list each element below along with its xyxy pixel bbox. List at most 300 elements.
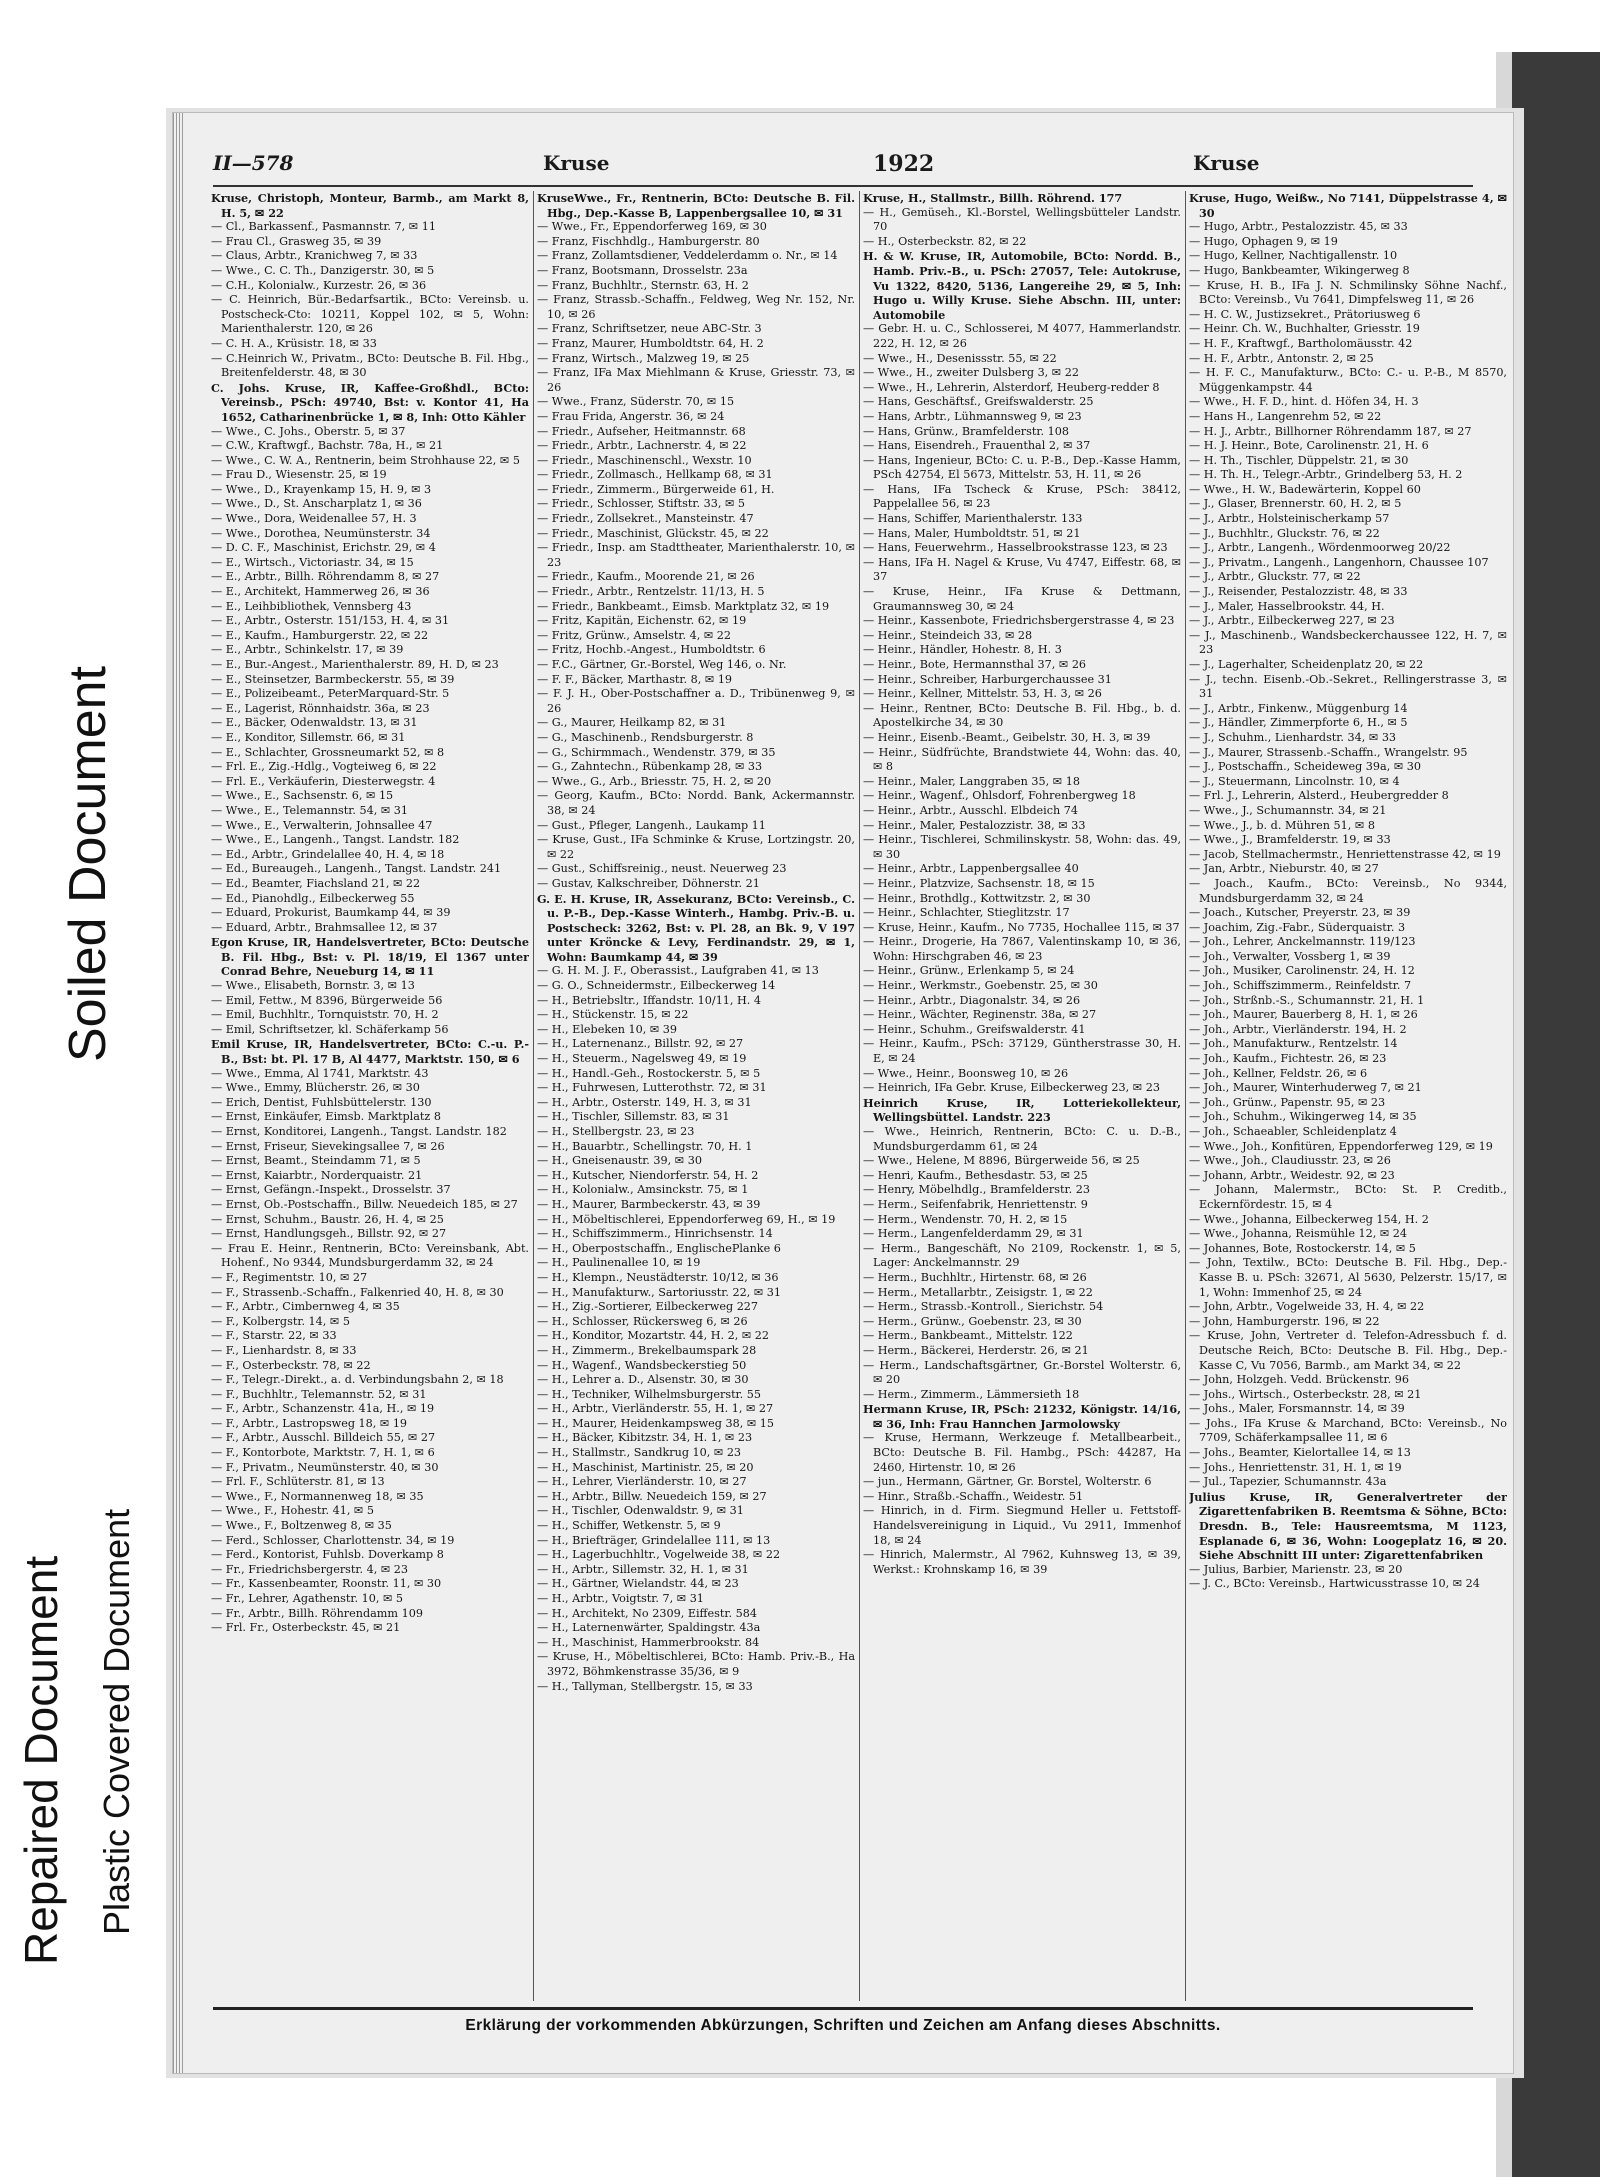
directory-entry: — Heinr., Maler, Pestalozzistr. 38, ✉ 33 [863, 818, 1086, 832]
directory-entry: — F., Arbtr., Ausschl. Billdeich 55, ✉ 27 [211, 1431, 436, 1445]
directory-entry: — F., Osterbeckstr. 78, ✉ 22 [211, 1358, 371, 1372]
directory-entry: — Emil, Schriftsetzer, kl. Schäferkamp 56 [211, 1022, 449, 1036]
scanner-edge [1512, 52, 1600, 2177]
directory-entry: — H., Arbtr., Voigtstr. 7, ✉ 31 [537, 1592, 704, 1605]
directory-entry: — E., Lagerist, Rönnhaidstr. 36a, ✉ 23 [211, 701, 430, 715]
directory-entry: — Herm., Grünw., Goebenstr. 23, ✉ 30 [863, 1314, 1082, 1328]
directory-entry: — Wwe., D., St. Anscharplatz 1, ✉ 36 [211, 497, 422, 511]
directory-entry: C. Johs. Kruse, IR, Kaffee-Großhdl., BCto: Vereinsb., PSch: 49740, Bst: v. Kontor 41, Ha 1652, Catharinenbrücke 1, ✉ 8, Inh: Otto Kähler [211, 380, 529, 424]
directory-entry: — H., Briefträger, Grindelallee 111, ✉ 13 [537, 1533, 771, 1547]
directory-entry: — E., Arbtr., Schinkelstr. 17, ✉ 39 [211, 643, 404, 657]
directory-entry: — H. Th., Tischler, Düppelstr. 21, ✉ 30 [1189, 453, 1409, 467]
directory-entry: — Franz, IFa Max Miehlmann & Kruse, Griesstr. 73, ✉ 26 [537, 366, 855, 394]
directory-entry: — Ferd., Schlosser, Charlottenstr. 34, ✉ 19 [211, 1533, 455, 1547]
directory-entry: — Wwe., Fr., Eppendorferweg 169, ✉ 30 [537, 220, 767, 234]
directory-entry: — Claus, Arbtr., Kranichweg 7, ✉ 33 [211, 249, 418, 263]
column-divider [533, 191, 534, 2001]
directory-entry: — J., Reisender, Pestalozzistr. 48, ✉ 33 [1189, 585, 1408, 599]
directory-entry: — H., Manufakturw., Sartoriusstr. 22, ✉ 31 [537, 1285, 782, 1299]
directory-entry: — H., Wagenf., Wandsbeckerstieg 50 [537, 1358, 747, 1372]
directory-entry: — Wwe., Dora, Weidenallee 57, H. 3 [211, 512, 417, 526]
directory-column-4 [1189, 191, 1507, 2003]
directory-entry: — F., Privatm., Neumünsterstr. 40, ✉ 30 [211, 1460, 439, 1474]
directory-entry: — Heinr., Brothdlg., Kottwitzstr. 2, ✉ 30 [863, 891, 1091, 905]
directory-entry: — H., Osterbeckstr. 82, ✉ 22 [863, 234, 1027, 248]
directory-entry: — Wwe., E., Langenh., Tangst. Landstr. 182 [211, 833, 460, 847]
directory-entry: — J., Privatm., Langenh., Langenhorn, Chaussee 107 [1189, 555, 1489, 569]
directory-entry: — Heinr., Kaufm., PSch: 37129, Güntherstrasse 30, H. E, ✉ 24 [863, 1037, 1181, 1066]
directory-entry: — Wwe., F., Boltzenweg 8, ✉ 35 [211, 1519, 392, 1533]
directory-entry: — Joh., Maurer, Winterhuderweg 7, ✉ 21 [1189, 1081, 1422, 1095]
directory-entry: — Gust., Pfleger, Langenh., Laukamp 11 [537, 818, 766, 832]
directory-entry: — Johs., Wirtsch., Osterbeckstr. 28, ✉ 21 [1189, 1387, 1422, 1401]
directory-entry: — H., Oberpostschaffn., EnglischePlanke 6 [537, 1241, 781, 1255]
directory-entry: — H., Steuerm., Nagelsweg 49, ✉ 19 [537, 1052, 747, 1066]
directory-entry: — F., Arbtr., Lastropsweg 18, ✉ 19 [211, 1416, 408, 1430]
directory-entry: — H., Gärtner, Wielandstr. 44, ✉ 23 [537, 1577, 739, 1591]
directory-entry: — Hans, Geschäftsf., Greifswalderstr. 25 [863, 395, 1094, 409]
directory-entry: — E., Wirtsch., Victoriastr. 34, ✉ 15 [211, 555, 414, 569]
directory-entry: — F.C., Gärtner, Gr.-Borstel, Weg 146, o. Nr. [537, 658, 787, 671]
directory-entry: — H., Stallmstr., Sandkrug 10, ✉ 23 [537, 1446, 742, 1460]
directory-entry: — Herm., Metallarbtr., Zeisigstr. 1, ✉ 22 [863, 1285, 1093, 1299]
directory-entry: — Hans, Arbtr., Lühmannsweg 9, ✉ 23 [863, 409, 1082, 423]
directory-entry: — Johann, Malermstr., BCto: St. P. Creditb., Eckernfördestr. 15, ✉ 4 [1189, 1183, 1507, 1211]
directory-entry: — Heinr., Schreiber, Harburgerchaussee 31 [863, 672, 1112, 686]
directory-entry: — E., Konditor, Sillemstr. 66, ✉ 31 [211, 730, 406, 744]
directory-entry: — J., techn. Eisenb.-Ob.-Sekret., Rellingerstrasse 3, ✉ 31 [1189, 672, 1507, 701]
directory-entry: — Hugo, Kellner, Nachtigallenstr. 10 [1189, 249, 1398, 263]
directory-entry: — Joh., Grünw., Papenstr. 95, ✉ 23 [1189, 1095, 1386, 1109]
directory-entry: Kruse, H., Stallmstr., Billh. Röhrend. 177 [863, 191, 1123, 205]
directory-entry: — Hugo, Bankbeamter, Wikingerweg 8 [1189, 263, 1410, 277]
directory-entry: — Herm., Bangeschäft, No 2109, Rockenstr. 1, ✉ 5, Lager: Anckelmannstr. 29 [863, 1241, 1181, 1270]
directory-entry: — Heinr., Südfrüchte, Brandstwiete 44, Wohn: das. 40, ✉ 8 [863, 745, 1181, 774]
directory-entry: — Wwe., Heinrich, Rentnerin, BCto: C. u. D.-B., Mundsburgerdamm 61, ✉ 24 [863, 1125, 1181, 1153]
directory-entry: — H., Architekt, No 2309, Eiffestr. 584 [537, 1606, 757, 1620]
directory-entry: — Wwe., H. W., Badewärterin, Koppel 60 [1189, 482, 1421, 496]
header-year: 1922 [873, 151, 935, 177]
directory-entry: — Wwe., F., Normannenweg 18, ✉ 35 [211, 1489, 424, 1503]
directory-entry: — Hugo, Arbtr., Pestalozzistr. 45, ✉ 33 [1189, 220, 1408, 234]
directory-entry: — Wwe., J., b. d. Mühren 51, ✉ 8 [1189, 818, 1375, 832]
directory-entry: — Heinr., Arbtr., Ausschl. Elbdeich 74 [863, 803, 1079, 817]
column-divider [859, 191, 860, 2001]
directory-entry: — F. F., Bäcker, Marthastr. 8, ✉ 19 [537, 672, 733, 686]
directory-entry: — Franz, Bootsmann, Drosselstr. 23a [537, 263, 748, 277]
directory-entry: — Ernst, Einkäufer, Eimsb. Marktplatz 8 [211, 1110, 441, 1124]
directory-entry: — H., Konditor, Mozartstr. 44, H. 2, ✉ 22 [537, 1329, 770, 1343]
directory-entry: — Herm., Landschaftsgärtner, Gr.-Borstel Wolterstr. 6, ✉ 20 [863, 1358, 1181, 1387]
directory-entry: — Wwe., Elisabeth, Bornstr. 3, ✉ 13 [211, 979, 415, 993]
directory-entry: — Ed., Bureaugeh., Langenh., Tangst. Landstr. 241 [211, 862, 502, 876]
directory-entry: — Heinrich, IFa Gebr. Kruse, Eilbeckerweg 23, ✉ 23 [863, 1081, 1160, 1095]
directory-entry: — G., Schirmmach., Wendenstr. 379, ✉ 35 [537, 745, 776, 759]
directory-entry: — Frau Cl., Grasweg 35, ✉ 39 [211, 234, 382, 248]
directory-entry: — Joh., Verwalter, Vossberg 1, ✉ 39 [1189, 949, 1391, 963]
directory-entry: — Eduard, Prokurist, Baumkamp 44, ✉ 39 [211, 906, 451, 920]
directory-entry: — J., Schuhm., Lienhardstr. 34, ✉ 33 [1189, 730, 1397, 744]
directory-entry: — Friedr., Kaufm., Moorende 21, ✉ 26 [537, 570, 755, 584]
directory-entry: — Friedr., Aufseher, Heitmannstr. 68 [537, 424, 746, 438]
directory-entry: — Wwe., E., Sachsenstr. 6, ✉ 15 [211, 789, 394, 803]
directory-entry: — Friedr., Maschinist, Glückstr. 45, ✉ 22 [537, 526, 769, 540]
directory-entry: — Hinrich, in d. Firm. Siegmund Heller u. Fettstoff-Handelsvereinigung in Liquid., Vu 2911, Immenhof 18, ✉ 24 [863, 1504, 1181, 1547]
directory-entry: — H., Maurer, Barmbeckerstr. 43, ✉ 39 [537, 1197, 761, 1211]
directory-entry: — Wwe., C. W. A., Rentnerin, beim Strohhause 22, ✉ 5 [211, 453, 520, 467]
directory-entry: — J., Maschinenb., Wandsbeckerchaussee 122, H. 7, ✉ 23 [1189, 628, 1507, 657]
directory-entry: — Hans, Grünw., Bramfelderstr. 108 [863, 424, 1069, 438]
directory-entry: — F., Kontorbote, Marktstr. 7, H. 1, ✉ 6 [211, 1446, 435, 1460]
directory-entry: — Herm., Seifenfabrik, Henriettenstr. 9 [863, 1197, 1088, 1211]
directory-entry: — Herm., Strassb.-Kontroll., Sierichstr. 54 [863, 1300, 1104, 1314]
directory-entry: — Ernst, Beamt., Steindamm 71, ✉ 5 [211, 1154, 421, 1168]
directory-entry: — H., Stellbergstr. 23, ✉ 23 [537, 1125, 695, 1138]
directory-entry: — E., Architekt, Hammerweg 26, ✉ 36 [211, 585, 430, 599]
directory-entry: — Wwe., F., Hohestr. 41, ✉ 5 [211, 1504, 374, 1518]
directory-entry: — Jan, Arbtr., Nieburstr. 40, ✉ 27 [1189, 862, 1379, 876]
directory-entry: H. & W. Kruse, IR, Automobile, BCto: Nordd. B., Hamb. Priv.-B., u. PSch: 27057, Tele: Autokruse, Vu 1322, 8420, 5136, Langereihe 29, ✉ 5, Inh: Hugo u. Willy Kruse. Siehe Abschn. III, unter: Automobile [863, 249, 1181, 322]
directory-entry: — Ed., Arbtr., Grindelallee 40, H. 4, ✉ 18 [211, 847, 445, 861]
directory-entry: — Herm., Buchhltr., Hirtenstr. 68, ✉ 26 [863, 1270, 1087, 1284]
directory-entry: — F., Telegr.-Direkt., a. d. Verbindungsbahn 2, ✉ 18 [211, 1373, 504, 1387]
directory-entry: — Joh., Schiffszimmerm., Reinfeldstr. 7 [1189, 979, 1412, 993]
directory-entry: — Henry, Möbelhdlg., Bramfelderstr. 23 [863, 1183, 1090, 1197]
directory-entry: — jun., Hermann, Gärtner, Gr. Borstel, Wolterstr. 6 [863, 1475, 1152, 1489]
directory-entry: — Franz, Maurer, Humboldtstr. 64, H. 2 [537, 336, 764, 350]
directory-entry: — Johann, Arbtr., Weidestr. 92, ✉ 23 [1189, 1168, 1395, 1182]
directory-entry: — Joh., Schaeabler, Schleidenplatz 4 [1189, 1125, 1397, 1138]
directory-entry: — E., Schlachter, Grossneumarkt 52, ✉ 8 [211, 745, 445, 759]
directory-entry: — Hans H., Langenrehm 52, ✉ 22 [1189, 409, 1382, 423]
directory-entry: — Heinr., Schuhm., Greifswalderstr. 41 [863, 1022, 1086, 1036]
directory-entry: — Herm., Langenfelderdamm 29, ✉ 31 [863, 1227, 1084, 1241]
directory-entry: — Wwe., Heinr., Boonsweg 10, ✉ 26 [863, 1066, 1069, 1080]
directory-entry: — Hans, Maler, Humboldtstr. 51, ✉ 21 [863, 526, 1081, 540]
directory-entry: — Hugo, Ophagen 9, ✉ 19 [1189, 234, 1338, 248]
directory-entry: — H., Maurer, Heidenkampsweg 38, ✉ 15 [537, 1416, 775, 1430]
directory-entry: — Wwe., E., Verwalterin, Johnsallee 47 [211, 818, 433, 832]
directory-entry: — Johs., IFa Kruse & Marchand, BCto: Vereinsb., No 7709, Schäferkampsallee 11, ✉ 6 [1189, 1416, 1507, 1445]
directory-entry: — Joh., Kaufm., Fichtestr. 26, ✉ 23 [1189, 1052, 1387, 1066]
directory-entry: — H. F., Arbtr., Antonstr. 2, ✉ 25 [1189, 351, 1374, 365]
directory-entry: — Heinr., Werkmstr., Goebenstr. 25, ✉ 30 [863, 979, 1098, 993]
directory-entry: — Frau D., Wiesenstr. 25, ✉ 19 [211, 468, 387, 482]
directory-entry: — J., Maler, Hasselbrookstr. 44, H. [1189, 599, 1385, 613]
directory-entry: Kruse, Christoph, Monteur, Barmb., am Markt 8, H. 5, ✉ 22 [211, 191, 529, 220]
directory-entry: — E., Steinsetzer, Barmbeckerstr. 55, ✉ 39 [211, 672, 455, 686]
directory-entry: — Fr., Friedrichsbergerstr. 4, ✉ 23 [211, 1562, 409, 1576]
directory-entry: Julius Kruse, IR, Generalvertreter der Zigarettenfabriken B. Reemtsma & Söhne, BCto: Dresdn. B., Tele: Hausreemtsma, M 1123, Esplanade 6, ✉ 36, Wohn: Loogeplatz 16, ✉ 20. Siehe Abschnitt III unter: Zigarettenfabriken [1189, 1489, 1507, 1563]
directory-entry: — H., Laternenanz., Billstr. 92, ✉ 27 [537, 1037, 744, 1051]
directory-entry: — F., Regimentstr. 10, ✉ 27 [211, 1270, 368, 1284]
directory-entry: — H., Maschinist, Martinistr. 25, ✉ 20 [537, 1460, 754, 1474]
directory-entry: — H., Lehrer a. D., Alsenstr. 30, ✉ 30 [537, 1373, 749, 1387]
directory-entry: — H. J. Heinr., Bote, Carolinenstr. 21, H. 6 [1189, 439, 1429, 453]
directory-entry: — Fr., Lehrer, Agathenstr. 10, ✉ 5 [211, 1592, 404, 1605]
directory-entry: — H., Arbtr., Billw. Neuedeich 159, ✉ 27 [537, 1489, 767, 1503]
directory-entry: — Heinr., Steindeich 33, ✉ 28 [863, 628, 1033, 642]
directory-entry: — Heinr., Bote, Hermannsthal 37, ✉ 26 [863, 658, 1087, 671]
directory-entry: — Gust., Schiffsreinig., neust. Neuerweg 23 [537, 862, 787, 876]
directory-entry: — Wwe., Helene, M 8896, Bürgerweide 56, ✉ 25 [863, 1154, 1140, 1168]
directory-entry: — Frl. E., Zig.-Hdlg., Vogteiweg 6, ✉ 22 [211, 760, 437, 774]
directory-entry: — Wwe., Dorothea, Neumünsterstr. 34 [211, 526, 431, 540]
directory-entry: — Friedr., Maschinenschl., Wexstr. 10 [537, 453, 752, 467]
directory-entry: — Joh., Schuhm., Wikingerweg 14, ✉ 35 [1189, 1110, 1417, 1124]
directory-entry: — Heinr., Schlachter, Stieglitzstr. 17 [863, 906, 1070, 920]
directory-entry: — J. C., BCto: Vereinsb., Hartwicusstrasse 10, ✉ 24 [1189, 1577, 1480, 1591]
directory-entry: — Hinrich, Malermstr., Al 7962, Kuhnsweg 13, ✉ 39, Werkst.: Krohnskamp 16, ✉ 39 [863, 1548, 1181, 1576]
directory-entry: — Johs., Beamter, Kielortallee 14, ✉ 13 [1189, 1446, 1411, 1460]
directory-entry: — Heinr., Arbtr., Diagonalstr. 34, ✉ 26 [863, 993, 1081, 1007]
directory-entry: — F., Arbtr., Schanzenstr. 41a, H., ✉ 19 [211, 1402, 435, 1416]
directory-entry: — Friedr., Zimmerm., Bürgerweide 61, H. [537, 482, 775, 496]
directory-entry: — E., Kaufm., Hamburgerstr. 22, ✉ 22 [211, 628, 429, 642]
directory-entry: — C. H. A., Krüsistr. 18, ✉ 33 [211, 336, 377, 350]
directory-entry: — C. Heinrich, Bür.-Bedarfsartik., BCto: Vereinsb. u. Postscheck-Cto: 10211, Koppel 102, ✉ 5, Wohn: Marienthalerstr. 120, ✉ 26 [211, 293, 529, 336]
directory-entry: — Wwe., Joh., Claudiusstr. 23, ✉ 26 [1189, 1154, 1391, 1168]
directory-entry: — Frau Frida, Angerstr. 36, ✉ 24 [537, 409, 725, 423]
directory-entry: — Eduard, Arbtr., Brahmsallee 12, ✉ 37 [211, 920, 438, 934]
directory-entry: — H., Schlosser, Rückersweg 6, ✉ 26 [537, 1314, 748, 1328]
directory-entry: — Wwe., C. Johs., Oberstr. 5, ✉ 37 [211, 424, 406, 438]
directory-column-2 [537, 191, 855, 2003]
directory-column-3 [863, 191, 1181, 2003]
directory-entry: — Friedr., Arbtr., Lachnerstr. 4, ✉ 22 [537, 439, 747, 453]
directory-entry: — John, Arbtr., Vogelweide 33, H. 4, ✉ 22 [1189, 1300, 1425, 1314]
directory-entry: — Ernst, Konditorei, Langenh., Tangst. Landstr. 182 [211, 1125, 507, 1138]
directory-entry: — Joh., Kellner, Feldstr. 26, ✉ 6 [1189, 1066, 1368, 1080]
directory-entry: — Heinr., Platzvize, Sachsenstr. 18, ✉ 15 [863, 876, 1095, 890]
directory-entry: — Fr., Kassenbeamter, Roonstr. 11, ✉ 30 [211, 1577, 442, 1591]
directory-entry: — Wwe., Emma, Al 1741, Marktstr. 43 [211, 1066, 429, 1080]
directory-entry: — Heinr., Wächter, Reginenstr. 38a, ✉ 27 [863, 1008, 1097, 1022]
directory-entry: — J., Maurer, Strassenb.-Schaffn., Wrangelstr. 95 [1189, 745, 1468, 759]
page-binding-edge [173, 113, 185, 2073]
directory-entry: — H., Stückenstr. 15, ✉ 22 [537, 1008, 689, 1022]
directory-entry: — G. O., Schneidermstr., Eilbeckerweg 14 [537, 979, 776, 993]
directory-column-1 [211, 191, 529, 2003]
directory-entry: — Fritz, Kapitän, Eichenstr. 62, ✉ 19 [537, 614, 747, 628]
directory-entry: — Heinr., Eisenb.-Beamt., Geibelstr. 30, H. 3, ✉ 39 [863, 730, 1151, 744]
directory-entry: Hermann Kruse, IR, PSch: 21232, Königstr. 14/16, ✉ 36, Inh: Frau Hannchen Jarmolowsky [863, 1402, 1181, 1431]
directory-entry: — Fritz, Hochb.-Angest., Humboldtstr. 6 [537, 643, 766, 657]
directory-entry: — Kruse, H. B., IFa J. N. Schmilinsky Söhne Nachf., BCto: Vereinsb., Vu 7641, Dimpfelsweg 11, ✉ 26 [1189, 278, 1507, 307]
directory-entry: — Erich, Dentist, Fuhlsbüttelerstr. 130 [211, 1095, 432, 1109]
directory-entry: — Hans, IFa H. Nagel & Kruse, Vu 4747, Eiffestr. 68, ✉ 37 [863, 555, 1181, 584]
directory-entry: — Emil, Buchhltr., Tornquiststr. 70, H. 2 [211, 1008, 439, 1022]
directory-entry: — Kruse, Heinr., Kaufm., No 7735, Hochallee 115, ✉ 37 [863, 920, 1180, 934]
directory-entry: — Hans, IFa Tscheck & Kruse, PSch: 38412, Pappelallee 56, ✉ 23 [863, 482, 1181, 511]
abbreviations-note: Erklärung der vorkommenden Abkürzungen, Schriften und Zeichen am Anfang dieses Abschnitts. [465, 2017, 1221, 2034]
directory-entry: — J., Glaser, Brennerstr. 60, H. 2, ✉ 5 [1189, 497, 1402, 511]
directory-entry: — Herm., Zimmerm., Lämmersieth 18 [863, 1387, 1080, 1401]
directory-entry: — C.H., Kolonialw., Kurzestr. 26, ✉ 36 [211, 278, 427, 292]
directory-entry: — Joach., Kaufm., BCto: Vereinsb., No 9344, Mundsburgerdamm 32, ✉ 24 [1189, 876, 1507, 905]
directory-entry: — H., Schiffer, Wetkenstr. 5, ✉ 9 [537, 1519, 721, 1533]
directory-entry: — H., Tischler, Odenwaldstr. 9, ✉ 31 [537, 1504, 744, 1518]
directory-entry: — F., Arbtr., Cimbernweg 4, ✉ 35 [211, 1300, 400, 1314]
directory-entry: — Frl. J., Lehrerin, Alsterd., Heubergredder 8 [1189, 789, 1449, 803]
directory-entry: — E., Arbtr., Billh. Röhrendamm 8, ✉ 27 [211, 570, 440, 584]
directory-entry: — Kruse, Gust., IFa Schminke & Kruse, Lortzingstr. 20, ✉ 22 [537, 833, 855, 861]
directory-entry: — Johs., Henriettenstr. 31, H. 1, ✉ 19 [1189, 1460, 1402, 1474]
directory-entry: — Johannes, Bote, Rostockerstr. 14, ✉ 5 [1189, 1241, 1416, 1255]
directory-entry: KruseWwe., Fr., Rentnerin, BCto: Deutsche B. Fil. Hbg., Dep.-Kasse B, Lappenbergsallee 10, ✉ 31 [537, 191, 855, 220]
plastic-covered-document-label: Plastic Covered Document [96, 1508, 137, 1935]
directory-entry: — H. F. C., Manufakturw., BCto: C.- u. P.-B., M 8570, Müggenkampstr. 44 [1189, 366, 1507, 394]
directory-entry: — Wwe., Franz, Süderstr. 70, ✉ 15 [537, 395, 735, 409]
directory-entry: — Hans, Feuerwehrm., Hasselbrookstrasse 123, ✉ 23 [863, 541, 1168, 555]
directory-entry: — Kruse, John, Vertreter d. Telefon-Adressbuch f. d. Deutsche Reich, BCto: Deutsche B. Fil. Hbg., Dep.-Kasse C, Vu 7056, Barmb., am Markt 34, ✉ 22 [1189, 1329, 1507, 1372]
header-keyword-right: Kruse [1193, 151, 1260, 175]
directory-entry: — Ernst, Schuhm., Baustr. 26, H. 4, ✉ 25 [211, 1212, 444, 1226]
directory-entry: — Kruse, H., Möbeltischlerei, BCto: Hamb. Priv.-B., Ha 3972, Böhmkenstrasse 35/36, ✉ 9 [537, 1650, 855, 1678]
directory-entry: — H., Techniker, Wilhelmsburgerstr. 55 [537, 1387, 762, 1401]
directory-entry: — Heinr., Grünw., Erlenkamp 5, ✉ 24 [863, 964, 1075, 978]
directory-entry: — Herm., Wendenstr. 70, H. 2, ✉ 15 [863, 1212, 1068, 1226]
directory-entry: — Franz, Wirtsch., Malzweg 19, ✉ 25 [537, 351, 750, 365]
directory-entry: — H., Möbeltischlerei, Eppendorferweg 69, H., ✉ 19 [537, 1212, 836, 1226]
directory-entry: — Franz, Strassb.-Schaffn., Feldweg, Weg Nr. 152, Nr. 10, ✉ 26 [537, 293, 855, 321]
directory-entry: — H., Schiffszimmerm., Hinrichsenstr. 14 [537, 1227, 773, 1241]
directory-entry: — Wwe., Johanna, Reismühle 12, ✉ 24 [1189, 1227, 1408, 1241]
directory-entry: — J., Arbtr., Holsteinischerkamp 57 [1189, 512, 1390, 526]
directory-page [172, 112, 1514, 2074]
directory-entry: — Hans, Eisendreh., Frauenthal 2, ✉ 37 [863, 439, 1091, 453]
column-divider [1185, 191, 1186, 2001]
directory-entry: — H., Tischler, Sillemstr. 83, ✉ 31 [537, 1110, 730, 1124]
directory-entry: — Friedr., Bankbeamt., Eimsb. Marktplatz 32, ✉ 19 [537, 599, 830, 613]
directory-entry: — H., Gneisenaustr. 39, ✉ 30 [537, 1154, 702, 1168]
directory-entry: Egon Kruse, IR, Handelsvertreter, BCto: Deutsche B. Fil. Hbg., Bst: v. Pl. 18/19, El 1367 unter Conrad Behre, Neueburg 14, ✉ 11 [211, 935, 529, 979]
directory-entry: — H., Elebeken 10, ✉ 39 [537, 1022, 677, 1036]
running-header [213, 151, 1473, 181]
directory-entry: — Hans, Ingenieur, BCto: C. u. P.-B., Dep.-Kasse Hamm, PSch 42754, El 5673, Mittelstr. 53, H. 11, ✉ 26 [863, 453, 1181, 482]
directory-entry: — Wwe., E., Telemannstr. 54, ✉ 31 [211, 803, 409, 817]
directory-entry: — Julius, Barbier, Marienstr. 23, ✉ 20 [1189, 1562, 1403, 1576]
directory-entry: — J., Arbtr., Finkenw., Müggenburg 14 [1189, 701, 1408, 715]
directory-entry: — Hans, Schiffer, Marienthalerstr. 133 [863, 512, 1083, 526]
directory-entry: — Herm., Bäckerei, Herderstr. 26, ✉ 21 [863, 1343, 1089, 1357]
directory-entry: — Kruse, Hermann, Werkzeuge f. Metallbearbeit., BCto: Deutsche B. Fil. Hambg., PSch: 44287, Ha 2460, Hirtenstr. 10, ✉ 26 [863, 1431, 1181, 1474]
directory-entry: Heinrich Kruse, IR, Lotteriekollekteur, Wellingsbüttel. Landstr. 223 [863, 1095, 1181, 1125]
directory-entry: — H., Laternenwärter, Spaldingstr. 43a [537, 1621, 761, 1635]
directory-entry: — Emil, Fettw., M 8396, Bürgerweide 56 [211, 993, 443, 1007]
directory-entry: — H., Paulinenallee 10, ✉ 19 [537, 1256, 701, 1270]
directory-entry: — Heinr., Kellner, Mittelstr. 53, H. 3, ✉ 26 [863, 687, 1102, 701]
directory-entry: — C.W., Kraftwgf., Bachstr. 78a, H., ✉ 21 [211, 439, 444, 453]
directory-entry: — Wwe., J., Bramfelderstr. 19, ✉ 33 [1189, 833, 1391, 847]
directory-entry: — Joh., Arbtr., Vierländerstr. 194, H. 2 [1189, 1022, 1407, 1036]
directory-entry: — Ed., Pianohdlg., Eilbeckerweg 55 [211, 891, 415, 905]
directory-entry: — Wwe., C. C. Th., Danzigerstr. 30, ✉ 5 [211, 263, 435, 277]
directory-entry: — Joh., Strßnb.-S., Schumannstr. 21, H. 1 [1189, 993, 1425, 1007]
directory-entry: — H. C. W., Justizsekret., Prätoriusweg 6 [1189, 307, 1421, 321]
directory-entry: — Gustav, Kalkschreiber, Döhnerstr. 21 [537, 876, 760, 890]
directory-entry: — Joh., Manufakturw., Rentzelstr. 14 [1189, 1037, 1398, 1051]
directory-entry: — Heinr., Händler, Hohestr. 8, H. 3 [863, 643, 1062, 657]
directory-entry: — H., Gemüseh., Kl.-Borstel, Wellingsbütteler Landstr. 70 [863, 205, 1181, 234]
directory-entry: — Ferd., Kontorist, Fuhlsb. Doverkamp 8 [211, 1548, 444, 1562]
directory-entry: — H., Klempn., Neustädterstr. 10/12, ✉ 36 [537, 1270, 779, 1284]
directory-entry: — Franz, Schriftsetzer, neue ABC-Str. 3 [537, 322, 762, 336]
directory-entry: — Joh., Lehrer, Anckelmannstr. 119/123 [1189, 935, 1416, 949]
directory-entry: — F., Buchhltr., Telemannstr. 52, ✉ 31 [211, 1387, 427, 1401]
directory-entry: — Ed., Beamter, Fiachsland 21, ✉ 22 [211, 876, 421, 890]
directory-entry: — Ernst, Gefängn.-Inspekt., Drosselstr. 37 [211, 1183, 451, 1197]
directory-entry: — Joach., Kutscher, Preyerstr. 23, ✉ 39 [1189, 906, 1411, 920]
directory-entry: Emil Kruse, IR, Handelsvertreter, BCto: C.-u. P.-B., Bst: bt. Pl. 17 B, Al 4477, Marktstr. 150, ✉ 6 [211, 1037, 529, 1067]
directory-entry: — Heinr., Maler, Langgraben 35, ✉ 18 [863, 774, 1080, 788]
directory-entry: — Heinr., Kassenbote, Friedrichsbergerstrasse 4, ✉ 23 [863, 614, 1175, 628]
directory-entry: — E., Polizeibeamt., PeterMarquard-Str. 5 [211, 687, 450, 701]
directory-entry: — Herm., Bankbeamt., Mittelstr. 122 [863, 1329, 1073, 1343]
directory-entry: — Fritz, Grünw., Amselstr. 4, ✉ 22 [537, 628, 732, 642]
directory-entry: — Frl. E., Verkäuferin, Diesterwegstr. 4 [211, 774, 436, 788]
directory-entry: — Frl. F., Schlüterstr. 81, ✉ 13 [211, 1475, 385, 1489]
directory-entry: — H., Betriebsltr., Iffandstr. 10/11, H. 4 [537, 993, 762, 1007]
directory-entry: — John, Holzgeh. Vedd. Brückenstr. 96 [1189, 1373, 1410, 1387]
repaired-document-label: Repaired Document [15, 1555, 67, 1965]
directory-entry: — Hinr., Straßb.-Schaffn., Weidestr. 51 [863, 1489, 1084, 1503]
directory-entry: — Heinr., Tischlerei, Schmilinskystr. 58, Wohn: das. 49, ✉ 30 [863, 833, 1181, 861]
header-keyword-left: Kruse [543, 151, 610, 175]
directory-entry: — Wwe., Emmy, Blücherstr. 26, ✉ 30 [211, 1081, 420, 1095]
directory-entry: — Franz, Buchhltr., Sternstr. 63, H. 2 [537, 278, 749, 292]
directory-entry: — H., Arbtr., Vierländerstr. 55, H. 1, ✉ 27 [537, 1402, 774, 1416]
directory-entry: — Fr., Arbtr., Billh. Röhrendamm 109 [211, 1606, 423, 1620]
directory-entry: — H., Kutscher, Niendorferstr. 54, H. 2 [537, 1168, 759, 1182]
directory-entry: — Wwe., H., zweiter Dulsberg 3, ✉ 22 [863, 366, 1079, 380]
directory-entry: — H., Lagerbuchhltr., Vogelweide 38, ✉ 22 [537, 1548, 781, 1562]
directory-entry: — Ernst, Handlungsgeh., Billstr. 92, ✉ 27 [211, 1227, 447, 1241]
directory-entry: — Joh., Musiker, Carolinenstr. 24, H. 12 [1189, 964, 1415, 978]
directory-entry: — J., Arbtr., Gluckstr. 77, ✉ 22 [1189, 570, 1361, 584]
directory-entry: — J., Buchhltr., Gluckstr. 76, ✉ 22 [1189, 526, 1380, 540]
directory-entry: — H., Tallyman, Stellbergstr. 15, ✉ 33 [537, 1679, 753, 1693]
directory-entry: G. E. H. Kruse, IR, Assekuranz, BCto: Vereinsb., C. u. P.-B., Dep.-Kasse Winterh., Hambg. Priv.-B. u. Postscheck: 3262, Bst: v. Pl. 28, an Bk. 9, V 197 unter Kröncke & Levy, Ferdinandstr. 29, ✉ 1, Wohn: Baumkamp 44, ✉ 39 [537, 891, 855, 964]
directory-entry: — J., Lagerhalter, Scheidenplatz 20, ✉ 22 [1189, 658, 1424, 671]
directory-entry: — H. F., Kraftwgf., Bartholomäusstr. 42 [1189, 336, 1413, 350]
directory-entry: — G., Maurer, Heilkamp 82, ✉ 31 [537, 716, 727, 730]
directory-entry: — Heinr., Rentner, BCto: Deutsche B. Fil. Hbg., b. d. Apostelkirche 34, ✉ 30 [863, 701, 1181, 730]
directory-entry: Kruse, Hugo, Weißw., No 7141, Düppelstrasse 4, ✉ 30 [1189, 191, 1507, 220]
directory-entry: — J., Postschaffn., Scheideweg 39a, ✉ 30 [1189, 760, 1421, 774]
directory-entry: — H., Bauarbtr., Schellingstr. 70, H. 1 [537, 1139, 753, 1153]
directory-entry: — Heinr., Drogerie, Ha 7867, Valentinskamp 10, ✉ 36, Wohn: Hirschgraben 46, ✉ 23 [863, 935, 1181, 963]
directory-entry: — Ernst, Ob.-Postschaffn., Billw. Neuedeich 185, ✉ 27 [211, 1197, 518, 1211]
directory-entry: — Friedr., Zollsekret., Mansteinstr. 47 [537, 512, 754, 526]
directory-entry: — John, Textilw., BCto: Deutsche B. Fil. Hbg., Dep.-Kasse B. u. PSch: 32671, Al 5630, Pelzerstr. 15/17, ✉ 1, Wohn: Immenhof 25, ✉ 24 [1189, 1256, 1507, 1299]
directory-entry: — E., Leihbibliothek, Vennsberg 43 [211, 599, 412, 613]
directory-entry: — H. J., Arbtr., Billhorner Röhrendamm 187, ✉ 27 [1189, 424, 1472, 438]
directory-entry: — J., Händler, Zimmerpforte 6, H., ✉ 5 [1189, 716, 1408, 730]
directory-entry: — H., Arbtr., Sillemstr. 32, H. 1, ✉ 31 [537, 1562, 749, 1576]
directory-entry: — Friedr., Zollmasch., Hellkamp 68, ✉ 31 [537, 468, 773, 482]
directory-entry: — H., Maschinist, Hammerbrookstr. 84 [537, 1635, 760, 1649]
directory-entry: — H., Arbtr., Osterstr. 149, H. 3, ✉ 31 [537, 1095, 752, 1109]
directory-entry: — Ernst, Kaiarbtr., Norderquaistr. 21 [211, 1168, 423, 1182]
directory-entry: — Jul., Tapezier, Schumannstr. 43a [1189, 1475, 1387, 1489]
directory-entry: — Wwe., Johanna, Eilbeckerweg 154, H. 2 [1189, 1212, 1429, 1226]
directory-entry: — Heinr. Ch. W., Buchhalter, Griesstr. 19 [1189, 322, 1420, 336]
directory-entry: — F., Kolbergstr. 14, ✉ 5 [211, 1314, 350, 1328]
page-number: II—578 [213, 151, 294, 175]
directory-entry: — Wwe., H., Lehrerin, Alsterdorf, Heuberg-redder 8 [863, 380, 1160, 394]
directory-entry: — J., Arbtr., Eilbeckerweg 227, ✉ 23 [1189, 614, 1395, 628]
